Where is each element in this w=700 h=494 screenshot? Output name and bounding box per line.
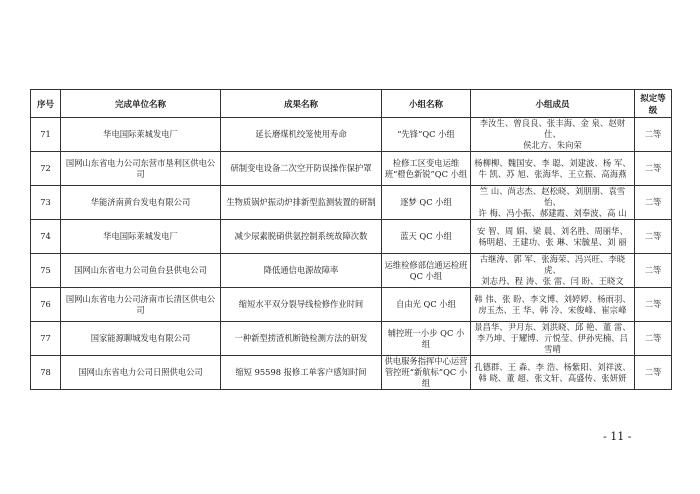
cell-group: 逐梦 QC 小组 <box>382 186 471 220</box>
header-group: 小组名称 <box>382 90 471 118</box>
cell-group: 检修工区变电运维班“橙色新锐”QC 小组 <box>382 152 471 186</box>
cell-group: 供电服务指挥中心运营管控班“新航标”QC 小组 <box>382 356 471 390</box>
cell-members: 竺 山、尚志杰、赵松晓、刘朋朋、袁雪怡、 许 梅、冯小振、郝建霞、刘奉波、高 山 <box>471 186 635 220</box>
header-achievement: 成果名称 <box>221 90 382 118</box>
cell-members: 杨柳柳、魏国安、李 聪、刘建波、杨 军、 牛 凯、苏 旭、张海华、王立振、高海燕 <box>471 152 635 186</box>
cell-unit: 华电国际莱城发电厂 <box>61 220 221 254</box>
cell-achievement: 延长磨煤机绞笼使用寿命 <box>221 118 382 152</box>
cell-achievement: 减少尿素脱硝供氨控制系统故障次数 <box>221 220 382 254</box>
cell-grade: 二等 <box>635 254 672 288</box>
cell-no: 75 <box>31 254 61 288</box>
cell-grade: 二等 <box>635 356 672 390</box>
cell-achievement: 缩短 95598 报修工单客户感知时间 <box>221 356 382 390</box>
cell-grade: 二等 <box>635 186 672 220</box>
cell-members: 安 智、周 娟、梁 晨、刘名胜、周丽华、 杨明超、王建功、张 琳、宋毓星、刘 丽 <box>471 220 635 254</box>
cell-group: “先锋”QC 小组 <box>382 118 471 152</box>
cell-no: 77 <box>31 322 61 356</box>
table-row <box>31 152 672 186</box>
header-members: 小组成员 <box>471 90 635 118</box>
cell-members: 景昌华、尹月东、刘洪晓、邱 艳、董 雷、 李乃坤、于耀博、亓悦莹、伊孙宪楠、吕雪晴 <box>471 322 635 356</box>
table-row <box>31 118 672 152</box>
cell-achievement: 生物质锅炉振动炉排新型监测装置的研制 <box>221 186 382 220</box>
cell-members: 李汝生、曾良良、张丰海、金 泉、赵财仕、 侯北方、朱向荣 <box>471 118 635 152</box>
cell-achievement: 一种新型捞渣机断链检测方法的研发 <box>221 322 382 356</box>
cell-unit: 国网山东省电力公司鱼台县供电公司 <box>61 254 221 288</box>
cell-grade: 二等 <box>635 322 672 356</box>
table-row <box>31 186 672 220</box>
cell-members: 韩 伟、张 盼、李文博、刘婷婷、杨雨羽、 房玉杰、王 华、韩 冷、宋俊峰、崔宗峰 <box>471 288 635 322</box>
cell-unit: 国家能源聊城发电有限公司 <box>61 322 221 356</box>
cell-group: 蓝天 QC 小组 <box>382 220 471 254</box>
cell-no: 76 <box>31 288 61 322</box>
cell-no: 71 <box>31 118 61 152</box>
cell-unit: 华能济南黄台发电有限公司 <box>61 186 221 220</box>
awards-table <box>30 89 672 390</box>
table-row <box>31 322 672 356</box>
cell-group: 自由光 QC 小组 <box>382 288 471 322</box>
cell-no: 74 <box>31 220 61 254</box>
header-grade: 拟定等级 <box>635 90 672 118</box>
page-number: - 11 - <box>603 430 632 443</box>
cell-unit: 华电国际莱城发电厂 <box>61 118 221 152</box>
cell-group: 辅控班一小步 QC 小组 <box>382 322 471 356</box>
header-no: 序号 <box>31 90 61 118</box>
cell-grade: 二等 <box>635 152 672 186</box>
cell-no: 72 <box>31 152 61 186</box>
cell-grade: 二等 <box>635 288 672 322</box>
cell-members: 古继涛、郭 军、张海荣、冯兴旺、李晓虎、 刘志丹、程 涛、张 雷、闫 盼、王晓文 <box>471 254 635 288</box>
cell-unit: 国网山东省电力公司东营市垦利区供电公司 <box>61 152 221 186</box>
table-row <box>31 288 672 322</box>
table-header-row <box>31 90 672 118</box>
cell-no: 78 <box>31 356 61 390</box>
cell-no: 73 <box>31 186 61 220</box>
cell-unit: 国网山东省电力公司济南市长清区供电公司 <box>61 288 221 322</box>
header-unit: 完成单位名称 <box>61 90 221 118</box>
cell-unit: 国网山东省电力公司日照供电公司 <box>61 356 221 390</box>
table-row <box>31 220 672 254</box>
cell-members: 孔德群、王 森、李 浩、杨紫阳、刘祥波、 韩 晓、董 超、张文轩、高盛传、张妍妍 <box>471 356 635 390</box>
cell-grade: 二等 <box>635 118 672 152</box>
cell-group: 运维检修部信通运检班 QC 小组 <box>382 254 471 288</box>
cell-achievement: 缩短水平双分裂导线检修作业时间 <box>221 288 382 322</box>
table-row <box>31 356 672 390</box>
table-row <box>31 254 672 288</box>
cell-achievement: 研制变电设备二次空开防误操作保护罩 <box>221 152 382 186</box>
cell-grade: 二等 <box>635 220 672 254</box>
cell-achievement: 降低通信电源故障率 <box>221 254 382 288</box>
